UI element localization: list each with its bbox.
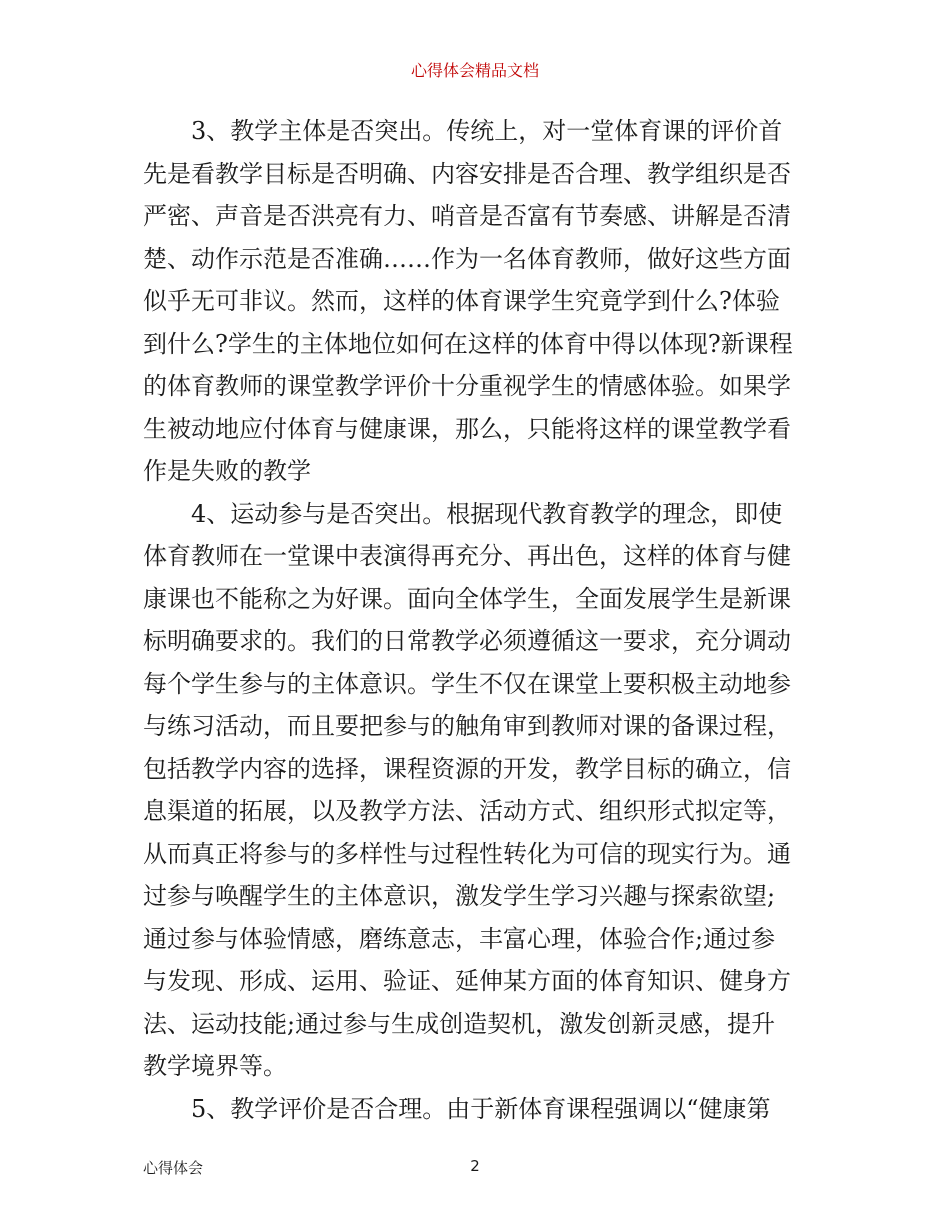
text-line: 作是失败的教学 (143, 457, 311, 485)
text-line: 4、运动参与是否突出。根据现代教育教学的理念，即使 (191, 499, 783, 528)
page-number: 2 (470, 1157, 480, 1175)
text-line: 法、运动技能;通过参与生成创造契机，激发创新灵感，提升 (143, 1009, 776, 1038)
text-line: 先是看教学目标是否明确、内容安排是否合理、教学组织是否 (143, 159, 791, 188)
text-line: 5、教学评价是否合理。由于新体育课程强调以“健康第 (191, 1094, 771, 1123)
paragraph-section-5 (143, 1088, 815, 1131)
text-line: 似乎无可非议。然而，这样的体育课学生究竟学到什么?体验 (143, 287, 780, 315)
text-line: 体育教师在一堂课中表演得再充分、再出色，这样的体育与健 (143, 542, 791, 570)
text-line: 的体育教师的课堂教学评价十分重视学生的情感体验。如果学 (143, 372, 791, 400)
text-line: 到什么?学生的主体地位如何在这样的体育中得以体现?新课程 (143, 329, 793, 358)
text-line: 教学境界等。 (143, 1052, 287, 1080)
document-header-title: 心得体会精品文档 (410, 61, 539, 80)
text-line: 包括教学内容的选择，课程资源的开发，教学目标的确立，信 (143, 754, 791, 783)
text-line: 从而真正将参与的多样性与过程性转化为可信的现实行为。通 (143, 839, 791, 868)
text-line: 与练习活动，而且要把参与的触角审到教师对课的备课过程， (143, 712, 791, 740)
text-line: 标明确要求的。我们的日常教学必须遵循这一要求，充分调动 (143, 627, 791, 655)
paragraph-section-4 (143, 493, 815, 1088)
text-line: 通过参与体验情感，磨练意志，丰富心理，体验合作;通过参 (143, 924, 776, 953)
document-body (143, 110, 815, 1130)
text-line: 康课也不能称之为好课。面向全体学生，全面发展学生是新课 (143, 584, 791, 613)
text-line: 每个学生参与的主体意识。学生不仅在课堂上要积极主动地参 (143, 669, 791, 698)
text-line: 严密、声音是否洪亮有力、哨音是否富有节奏感、讲解是否清 (143, 202, 791, 230)
text-line: 生被动地应付体育与健康课，那么，只能将这样的课堂教学看 (143, 414, 791, 443)
text-line: 息渠道的拓展，以及教学方法、活动方式、组织形式拟定等， (143, 797, 791, 825)
text-line: 3、教学主体是否突出。传统上，对一堂体育课的评价首 (191, 117, 783, 145)
text-line: 楚、动作示范是否准确……作为一名体育教师，做好这些方面 (143, 244, 791, 273)
text-line: 与发现、形成、运用、验证、延伸某方面的体育知识、健身方 (143, 967, 791, 995)
paragraph-section-3 (143, 110, 815, 493)
footer-label: 心得体会 (143, 1159, 204, 1177)
text-line: 过参与唤醒学生的主体意识，激发学生学习兴趣与探索欲望; (143, 882, 776, 910)
